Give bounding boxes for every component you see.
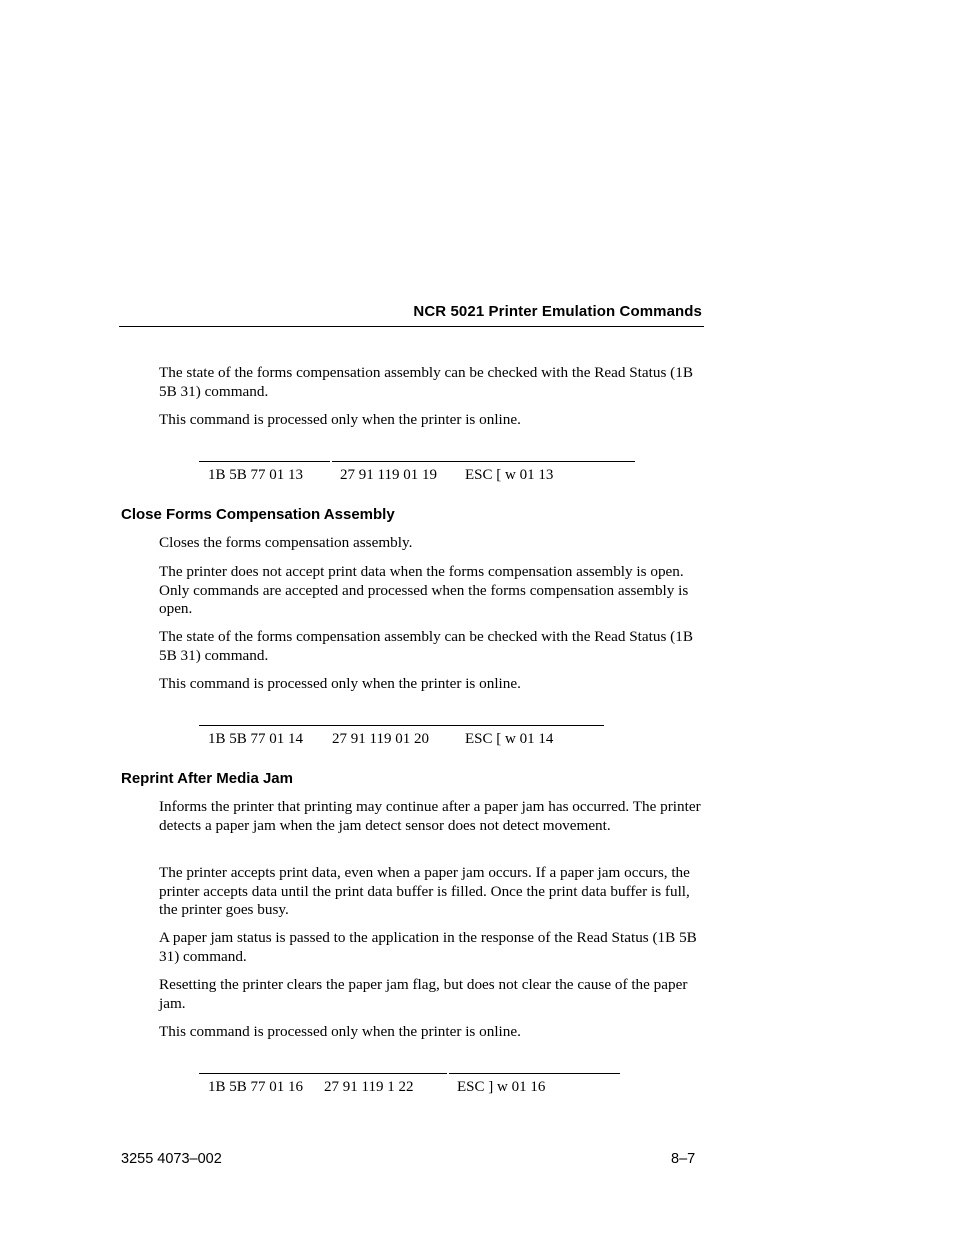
body-paragraph: This command is processed only when the printer is online. <box>159 675 521 692</box>
footer-doc-number: 3255 4073–002 <box>121 1151 222 1167</box>
section-heading: Close Forms Compensation Assembly <box>121 506 395 523</box>
command-table-rule <box>449 1073 620 1074</box>
command-table-rule <box>199 725 604 726</box>
page-header-title: NCR 5021 Printer Emulation Commands <box>413 303 702 320</box>
command-ascii: ESC [ w 01 14 <box>465 731 554 747</box>
command-hex: 1B 5B 77 01 16 <box>208 1079 304 1095</box>
command-table-rule <box>332 461 635 462</box>
intro-paragraph: This command is processed only when the printer is online. <box>159 411 521 428</box>
body-paragraph: The printer accepts print data, even when a paper jam occurs. If a paper jam occurs, the printer accepts data until the print data buffer is filled. Once the print data buffer is full, the printer goes busy. <box>159 864 690 919</box>
command-decimal: 27 91 119 01 20 <box>332 731 429 747</box>
command-ascii: ESC [ w 01 13 <box>465 467 554 483</box>
body-paragraph: Informs the printer that printing may continue after a paper jam has occurred. The printer detects a paper jam when the jam detect sensor does not detect movement. <box>159 798 701 834</box>
body-paragraph: The printer does not accept print data when the forms compensation assembly is open. Only commands are accepted and processed when the forms compensation assembly is open. <box>159 563 689 618</box>
body-paragraph: Resetting the printer clears the paper jam flag, but does not clear the cause of the paper jam. <box>159 976 688 1012</box>
command-ascii: ESC ] w 01 16 <box>457 1079 546 1095</box>
body-paragraph: A paper jam status is passed to the application in the response of the Read Status (1B 5B 31) command. <box>159 929 697 965</box>
command-table-rule <box>199 1073 447 1074</box>
body-paragraph: This command is processed only when the printer is online. <box>159 1023 521 1040</box>
command-decimal: 27 91 119 1 22 <box>324 1079 414 1095</box>
command-hex: 1B 5B 77 01 13 <box>208 467 304 483</box>
command-table-rule <box>199 461 330 462</box>
header-rule <box>119 326 704 327</box>
body-paragraph: The state of the forms compensation assembly can be checked with the Read Status (1B 5B 31) command. <box>159 628 693 664</box>
intro-paragraph: The state of the forms compensation assembly can be checked with the Read Status (1B 5B 31) command. <box>159 364 693 400</box>
footer-page-number: 8–7 <box>671 1151 696 1167</box>
command-hex: 1B 5B 77 01 14 <box>208 731 304 747</box>
section-heading: Reprint After Media Jam <box>121 770 293 787</box>
command-decimal: 27 91 119 01 19 <box>340 467 437 483</box>
body-paragraph: Closes the forms compensation assembly. <box>159 534 413 551</box>
